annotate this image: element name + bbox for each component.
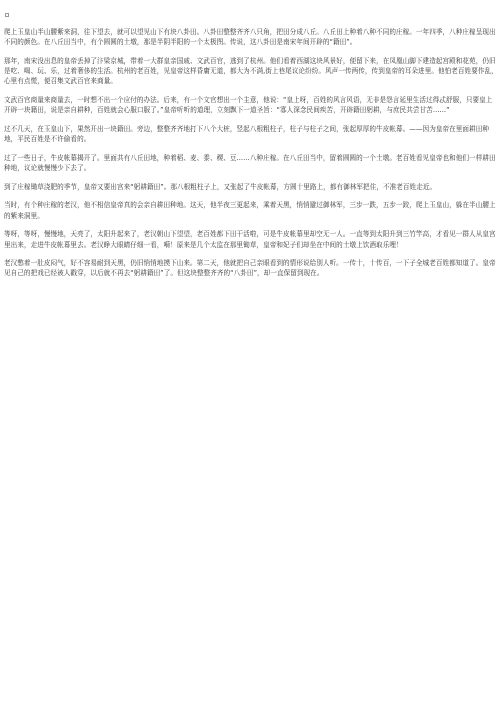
page-marker-icon: [5, 13, 9, 17]
paragraph: 到了庄稼锄草浇肥的季节，皇帝又要出宫来“躬耕籍田”。那八根粗柱子上，又张起了牛皮帐幕，方圆十里路上，都有御林军把住，不准老百姓走近。: [4, 182, 437, 191]
paragraph: 那年，南宋没出息的皇帝丢掉了汴梁京城，带着一大群皇亲国戚、文武百官，逃到了杭州。他们看着西湖这块风景好，便留下来，在凤凰山脚下建造起宫殿和花苑，仍旧是吃、喝、玩、乐，过着奢侈的生活。杭州的老百姓，见皇帝这样昏庸无道，都大为不满,街上巷尾议论纷纷。风声一传两传，传到皇帝的耳朵进里。他怕老百姓要作乱，心里有点慌，便召集文武百官来商量。: [4, 56, 498, 86]
paragraph: 过了一些日子，牛皮帐幕揭开了。里面共有八丘田地，种着稻、麦、黍、稷、豆……八种庄稼。在八丘田当中，留着圆圆的一个土墩。老百姓看见皇帝也和他们一样耕田种地，议论就慢慢少下去了。: [4, 153, 496, 173]
article-body: [4, 27, 498, 287]
paragraph: 老汉憋着一肚皮闷气，好不容易耐到天黑，仍旧悄悄地摸下山来。第二天，他就把自己亲眼看到的情形说给别人听。一传十，十传百，一下子全城老百姓都知道了。皇帝见自己的把戏已经被人戳穿，以后就不再去“躬耕籍田”了。但这块整整齐齐的“八卦田”，却一直保留到现在。: [4, 259, 496, 278]
paragraph: 爬上玉皇山半山腰紫来洞，往下望去，就可以望见山下有块八卦田。八卦田整整齐齐八只角，把田分成八丘。八丘田上种着八种不同的庄稼。一年四季，八种庄稼呈现出不同的颜色。在八丘田当中，有个圆圆的土墩，那是半阴半阳的一个太极图。传说，这八卦田是南宋年间开辟的“籍田”。: [4, 28, 496, 47]
paragraph: 等呀，等呀，慢慢地，天亮了，太阳升起来了，老汉朝山下望望，老百姓都下田干活啦，可是牛皮帐幕里却空无一人。一直等到太阳升到三竹竿高，才看见一群人从皇宫里出来，走进牛皮帐幕里去。老汉睁大眼睛仔细一看，嗬！原来是几个太监在那里锄草，皇帝和妃子们却坐在中间的土墩上饮酒取乐哩！: [4, 230, 496, 249]
paragraph: 当时，有个种庄稼的老汉，他不相信皇帝真的会亲自耕田种地。这天，他半夜三更起来，乘着天黑，悄悄避过御林军，三步一跌，五步一跤，爬上玉皇山，躲在半山腰上的紫来洞里。: [4, 201, 496, 220]
paragraph: 文武百官商量来商量去，一时想不出一个应付的办法。后来，有一个文官想出一个主意，他说：“皇上呀，百姓的风言风语，无非是怨言延里生活过得忒舒服，只要皇上开辟一块籍田，说是亲自耕种，百姓就会心服口服了。”皇帝听听的道理，立刻飘下一道圣旨：“寡人深念民间疾苦，开辟籍田躬耕，与庶民共尝甘苦……”: [4, 96, 493, 115]
paragraph: 过不几天，在玉皇山下，果然开出一块籍田。旁边，整整齐齐地打下八个大桩，竖起八根粗柱子，柱子与柱子之间，张起厚厚的牛皮帐幕。——因为皇帝在里面耕田种地，平民百姓是不许偷看的。: [4, 124, 489, 144]
